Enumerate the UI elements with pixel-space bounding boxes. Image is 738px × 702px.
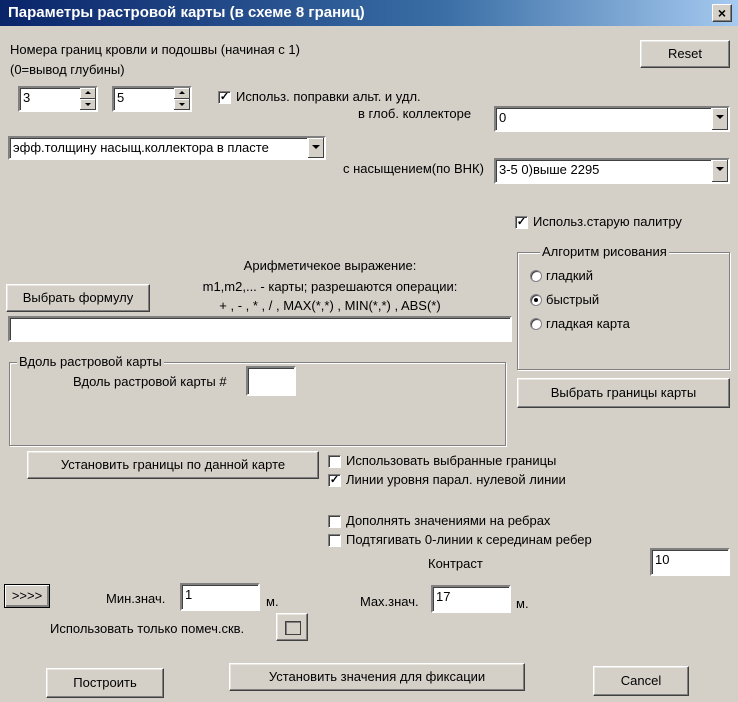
top-boundary-stepper[interactable] (18, 86, 98, 112)
max-value-input[interactable] (431, 585, 511, 613)
bottom-boundary-spin[interactable] (174, 88, 190, 110)
radio-fast-label: быстрый (546, 292, 600, 307)
saturation-value: 3-5 0)выше 2295 (499, 162, 600, 177)
choose-formula-button[interactable]: Выбрать формулу (6, 284, 150, 312)
max-value-value: 17 (436, 589, 451, 604)
fill-edges-label: Дополнять значениями на ребрах (346, 513, 551, 528)
use-selected-bounds-label: Использовать выбранные границы (346, 453, 557, 468)
contrast-label: Контраст (428, 556, 483, 571)
raster-map-num-input[interactable] (246, 366, 296, 396)
global-collector-select[interactable] (494, 106, 730, 132)
global-collector-label: в глоб. коллекторе (358, 106, 472, 121)
contrast-input[interactable] (650, 548, 730, 576)
build-button[interactable]: Построить (46, 668, 164, 698)
dropdown-arrow-icon[interactable] (307, 138, 324, 158)
min-value-input[interactable] (180, 583, 260, 611)
use-old-palette-label: Использ.старую палитру (533, 214, 682, 229)
parameter-select[interactable] (8, 136, 326, 160)
square-icon (285, 621, 301, 635)
level-lines-checkbox[interactable] (328, 474, 341, 487)
dropdown-arrow-icon[interactable] (711, 108, 728, 130)
fill-edges-checkbox[interactable] (328, 515, 341, 528)
use-corrections-label: Использ. поправки альт. и удл. (236, 89, 421, 104)
arrows-button[interactable]: >>>> (4, 584, 50, 608)
raster-map-group-title: Вдоль растровой карты (19, 354, 162, 369)
raster-map-num-label: Вдоль растровой карты # (73, 374, 227, 389)
pull-zero-lines-checkbox[interactable] (328, 534, 341, 547)
saturation-label: с насыщением(по ВНК) (343, 161, 484, 176)
expression-input[interactable] (8, 316, 512, 342)
close-icon: × (717, 5, 727, 21)
pull-zero-lines-label: Подтягивать 0-линии к серединам ребер (346, 532, 592, 547)
depth-output-label: (0=вывод глубины) (10, 62, 125, 77)
use-only-marked-label: Использовать только помеч.скв. (50, 621, 245, 636)
min-value-value: 1 (185, 587, 193, 602)
spin-down-icon[interactable] (80, 99, 96, 110)
set-bounds-from-map-button[interactable]: Установить границы по данной карте (27, 451, 319, 479)
ops-list-label: + , - , * , / , MAX(*,*) , MIN(*,*) , ABS(*) (219, 298, 441, 313)
radio-smooth[interactable] (530, 270, 542, 282)
use-selected-bounds-checkbox[interactable] (328, 455, 341, 468)
radio-smooth-label: гладкий (546, 268, 594, 283)
use-old-palette-checkbox[interactable] (515, 216, 528, 229)
choose-map-bounds-button[interactable]: Выбрать границы карты (517, 378, 730, 408)
set-fix-values-button[interactable]: Установить значения для фиксации (229, 663, 525, 691)
unit-min-label: м. (266, 594, 279, 609)
use-only-marked-toggle[interactable] (276, 613, 308, 641)
unit-max-label: м. (516, 596, 529, 611)
window-title: Параметры растровой карты (в схеме 8 границ) (8, 4, 365, 21)
boundary-numbers-label: Номера границ кровли и подошвы (начиная с 1) (10, 42, 300, 57)
top-boundary-value: 3 (23, 90, 31, 105)
min-value-label: Мин.знач. (106, 591, 166, 606)
radio-smooth-map-label: гладкая карта (546, 316, 630, 331)
arith-expression-label: Арифметичекое выражение: (243, 258, 417, 273)
maps-ops-label: m1,m2,... - карты; разрешаются операции: (202, 279, 458, 294)
radio-fast[interactable] (530, 294, 542, 306)
checkmark-icon: ✓ (219, 91, 230, 103)
spin-up-icon[interactable] (80, 88, 96, 99)
title-bar (0, 0, 738, 26)
checkmark-icon: ✓ (329, 474, 340, 486)
top-boundary-spin[interactable] (80, 88, 96, 110)
contrast-value: 10 (655, 552, 670, 567)
saturation-select[interactable] (494, 158, 730, 184)
dropdown-arrow-icon[interactable] (711, 160, 728, 182)
spin-down-icon[interactable] (174, 99, 190, 110)
spin-up-icon[interactable] (174, 88, 190, 99)
bottom-boundary-stepper[interactable] (112, 86, 192, 112)
radio-smooth-map[interactable] (530, 318, 542, 330)
level-lines-label: Линии уровня парал. нулевой линии (346, 472, 566, 487)
parameter-value: эфф.толщину насыщ.коллектора в пласте (13, 140, 269, 155)
global-collector-value: 0 (499, 110, 507, 125)
cancel-button[interactable]: Cancel (593, 666, 689, 696)
checkmark-icon: ✓ (516, 216, 527, 228)
max-value-label: Max.знач. (360, 594, 419, 609)
reset-button[interactable]: Reset (640, 40, 730, 68)
use-corrections-checkbox[interactable] (218, 91, 231, 104)
bottom-boundary-value: 5 (117, 90, 125, 105)
close-button[interactable] (712, 4, 732, 22)
draw-algorithm-title: Алгоритм рисования (542, 244, 667, 259)
